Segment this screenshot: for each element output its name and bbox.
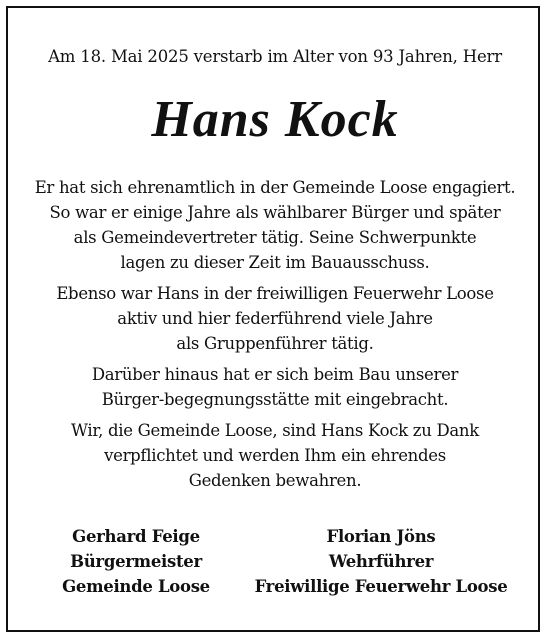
- text-line: Bürger-begegnungsstätte mit eingebracht.: [101, 390, 449, 409]
- signature-mayor: [36, 524, 236, 599]
- text-line: aktiv und hier federführend viele Jahre: [117, 309, 433, 328]
- text-line: Wir, die Gemeinde Loose, sind Hans Kock zu Dank: [71, 421, 479, 440]
- signatory-role: Bürgermeister: [70, 552, 202, 571]
- paragraph-meeting-place: [0, 362, 550, 412]
- signatory-name: Gerhard Feige: [72, 527, 200, 546]
- text-line: als Gemeindevertreter tätig. Seine Schwerpunkte: [73, 228, 477, 247]
- text-line: verpflichtet und werden Ihm ein ehrendes: [104, 446, 446, 465]
- text-line: lagen zu dieser Zeit im Bauausschuss.: [120, 253, 430, 272]
- signatory-organization: Freiwillige Feuerwehr Loose: [254, 577, 508, 596]
- paragraph-gratitude: [0, 418, 550, 493]
- text-line: Ebenso war Hans in der freiwilligen Feuerwehr Loose: [56, 284, 494, 303]
- text-line: Gedenken bewahren.: [188, 471, 362, 490]
- signatory-name: Florian Jöns: [326, 527, 436, 546]
- signature-fire-chief: [246, 524, 516, 599]
- paragraph-fire-brigade: [0, 281, 550, 356]
- text-line: Darüber hinaus hat er sich beim Bau unserer: [91, 365, 459, 384]
- text-line: Er hat sich ehrenamtlich in der Gemeinde Loose engagiert.: [34, 178, 516, 197]
- text-line: So war er einige Jahre als wählbarer Bürger und später: [49, 203, 501, 222]
- signatory-organization: Gemeinde Loose: [62, 577, 210, 596]
- intro-line: Am 18. Mai 2025 verstarb im Alter von 93 Jahren, Herr: [48, 47, 502, 66]
- text-line: als Gruppenführer tätig.: [176, 334, 374, 353]
- notice-body: [0, 175, 550, 499]
- signatory-role: Wehrführer: [328, 552, 434, 571]
- deceased-name: Hans Kock: [151, 91, 399, 148]
- paragraph-community: [0, 175, 550, 275]
